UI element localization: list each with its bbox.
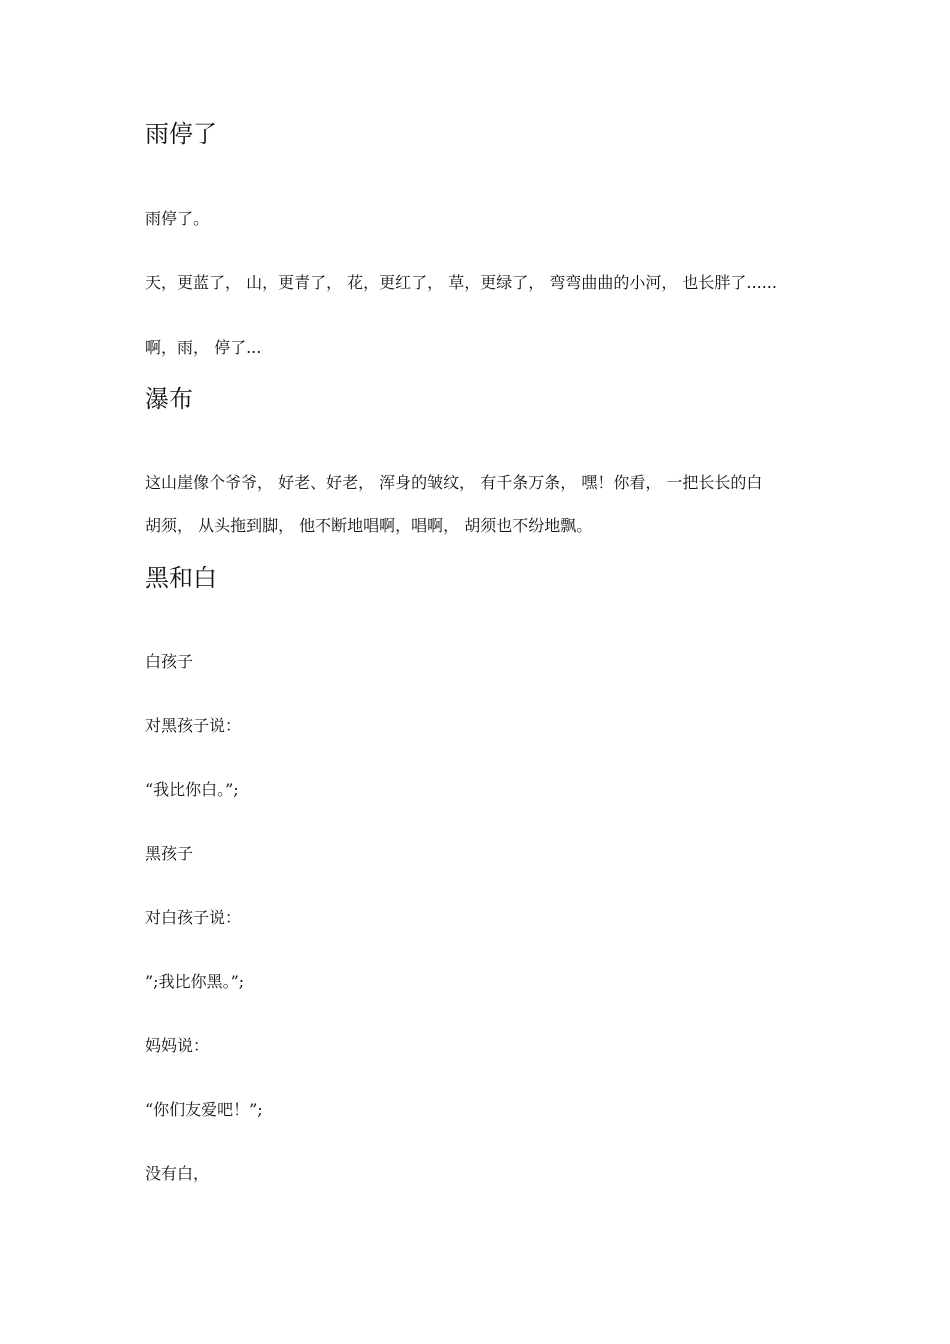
- paragraph-line: 胡须， 从头拖到脚， 他不断地唱啊，唱啊， 胡须也不纷地飘。: [145, 516, 593, 535]
- section-title-black-and-white: 黑和白: [145, 564, 217, 592]
- poem-line: “我比你白。”;: [145, 780, 239, 799]
- poem-line: 对黑孩子说：: [145, 716, 242, 735]
- poem-line: 没有白，: [145, 1164, 210, 1183]
- poem-line: “你们友爱吧！”;: [145, 1100, 263, 1119]
- poem-line: 黑孩子: [145, 844, 194, 863]
- paragraph-line: 天，更蓝了， 山，更青了， 花，更红了， 草，更绿了， 弯弯曲曲的小河， 也长胖了......: [145, 273, 777, 292]
- poem-line: ”;我比你黑。”;: [145, 972, 245, 991]
- paragraph-line: 这山崖像个爷爷， 好老、好老， 浑身的皱纹， 有千条万条， 嘿！你看， 一把长长的白: [145, 473, 763, 492]
- section-title-waterfall: 瀑布: [145, 385, 193, 413]
- paragraph-line: 雨停了。: [145, 209, 210, 228]
- section-title-rain-stopped: 雨停了: [145, 120, 217, 148]
- poem-line: 白孩子: [145, 652, 194, 671]
- paragraph-line: 啊，雨， 停了...: [145, 338, 262, 357]
- poem-line: 妈妈说：: [145, 1036, 210, 1055]
- poem-line: 对白孩子说：: [145, 908, 242, 927]
